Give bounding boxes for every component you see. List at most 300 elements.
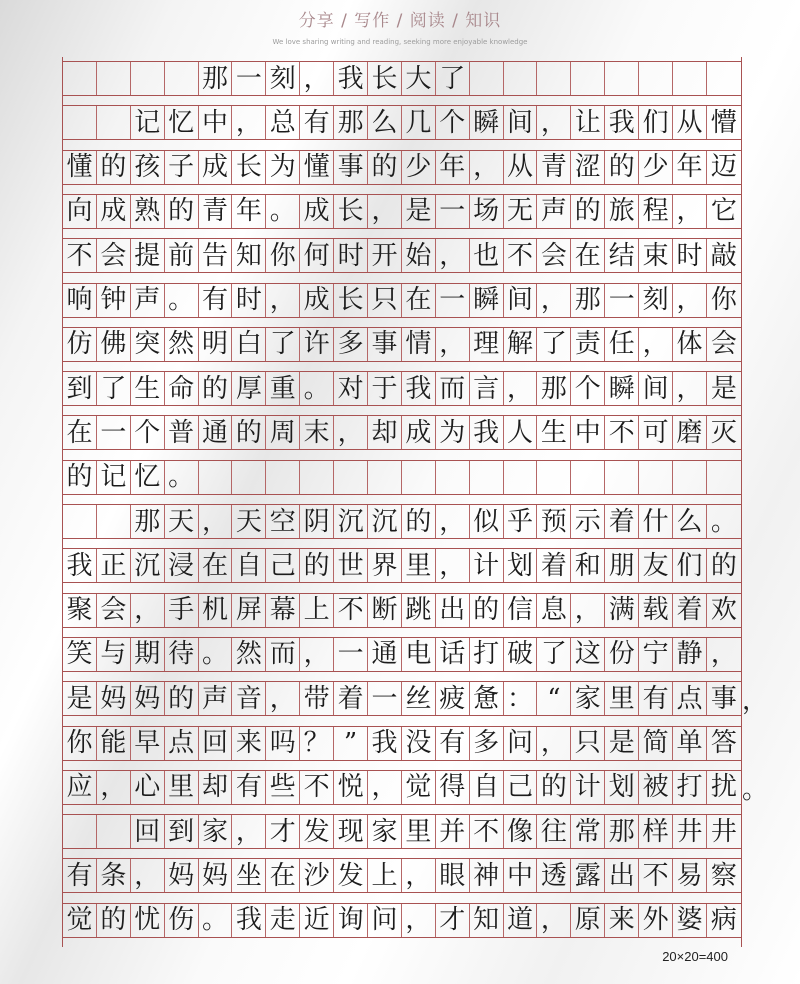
grid-cell: 跳: [402, 594, 436, 627]
grid-cell: 丝: [402, 682, 436, 715]
grid-cell: 向: [63, 195, 97, 228]
grid-cell: 年: [232, 195, 266, 228]
grid-cell: 才: [436, 904, 470, 937]
grid-cell: 透: [537, 859, 571, 892]
grid-cell: 不: [470, 815, 504, 848]
grid-cell: 能: [97, 727, 131, 760]
grid-paper: [62, 57, 769, 947]
grid-cell: 言: [470, 372, 504, 405]
grid-cell: 的: [232, 416, 266, 449]
grid-cell: 些: [266, 771, 300, 804]
grid-cell: 我: [334, 62, 368, 95]
grid-cell: 的: [63, 461, 97, 494]
grid-cell: [131, 62, 165, 95]
grid-cell: 忆: [131, 461, 165, 494]
grid-cell: 到: [165, 815, 199, 848]
grid-cell: ，: [571, 594, 605, 627]
grid-cell: [504, 461, 538, 494]
grid-cell: 惫: [470, 682, 504, 715]
grid-cell: 间: [504, 106, 538, 139]
grid-cell: [571, 62, 605, 95]
grid-cell: 妈: [97, 682, 131, 715]
grid-cell: 不: [334, 594, 368, 627]
grid-row: [63, 61, 741, 96]
grid-cell: 妈: [199, 859, 233, 892]
grid-cell: 大: [402, 62, 436, 95]
grid-cell: 而: [266, 638, 300, 671]
grid-cell: 青: [199, 195, 233, 228]
grid-cell: 现: [334, 815, 368, 848]
grid-cell: 出: [436, 594, 470, 627]
grid-cell: ，: [266, 284, 300, 317]
grid-cell: 的: [97, 151, 131, 184]
grid-cell: 来: [232, 727, 266, 760]
grid-cell: 你: [710, 285, 737, 315]
grid-cell: 无: [504, 195, 538, 228]
grid-cell: [97, 106, 131, 139]
grid-cell: [639, 461, 673, 494]
grid-cell: 家: [368, 815, 402, 848]
grid-row: [63, 548, 741, 583]
grid-cell: 着: [334, 682, 368, 715]
grid-cell: ，: [402, 859, 436, 892]
grid-cell: 结: [605, 239, 639, 272]
grid-cell: 得: [436, 771, 470, 804]
grid-cell: 告: [199, 239, 233, 272]
grid-cell: 着: [605, 505, 639, 538]
grid-cell: 回: [131, 815, 165, 848]
grid-row: [63, 726, 741, 761]
grid-cell: 悦: [334, 771, 368, 804]
grid-cell: 是: [710, 373, 737, 404]
grid-cell: 聚: [63, 594, 97, 627]
grid-cell: 婆: [673, 904, 707, 937]
grid-cell: 不: [639, 859, 673, 892]
grid-cell: [97, 815, 131, 848]
grid-row: [63, 283, 741, 318]
grid-cell: ，: [537, 106, 571, 139]
grid-cell: 不: [300, 771, 334, 804]
grid-cell: 露: [571, 859, 605, 892]
grid-cell: [673, 461, 707, 494]
grid-cell: 了: [537, 638, 571, 671]
grid-cell: 多: [470, 727, 504, 760]
grid-cell: [232, 461, 266, 494]
grid-cell: 那: [571, 284, 605, 317]
grid-cell: ？: [300, 727, 334, 760]
grid-cell: 笑: [63, 638, 97, 671]
grid-cell: ，: [673, 284, 707, 317]
grid-cell: 天: [232, 505, 266, 538]
grid-cell: 自: [232, 549, 266, 582]
grid-cell: 让: [571, 106, 605, 139]
grid-cell: 重: [266, 372, 300, 405]
grid-cell: 宁: [639, 638, 673, 671]
grid-cell: ，: [673, 372, 707, 405]
grid-cell: 屏: [232, 594, 266, 627]
grid-cell: 问: [368, 904, 402, 937]
grid-cell: 年: [436, 151, 470, 184]
grid-cell: 成: [300, 284, 334, 317]
grid-cell: 着: [673, 594, 707, 627]
grid-cell: 然: [165, 328, 199, 361]
grid-cell: 于: [368, 372, 402, 405]
grid-cell: 井: [673, 815, 707, 848]
grid-cell: 载: [639, 594, 673, 627]
header-subtitle: We love sharing writing and reading, seeking more enjoyable knowledge: [272, 38, 528, 46]
grid-cell: ，: [537, 284, 571, 317]
grid-cell: 己: [266, 549, 300, 582]
grid-cell: 事: [710, 683, 737, 714]
grid-cell: 许: [300, 328, 334, 361]
grid-cell: 条: [97, 859, 131, 892]
grid-cell: 我: [232, 904, 266, 937]
grid-cell: 会: [710, 329, 737, 360]
grid-cell: 觉: [402, 771, 436, 804]
grid-cell: 的: [199, 372, 233, 405]
grid-cell: 神: [470, 859, 504, 892]
grid-row: [63, 371, 741, 406]
grid-cell: 界: [368, 549, 402, 582]
grid-cell: ，: [368, 771, 402, 804]
grid-cell: 一: [97, 416, 131, 449]
grid-cell: 手: [165, 594, 199, 627]
grid-cell: 里: [605, 682, 639, 715]
grid-cell: 成: [199, 151, 233, 184]
grid-cell: ，: [537, 904, 571, 937]
grid-cell: 任: [605, 328, 639, 361]
grid-cell: 年: [673, 151, 707, 184]
grid-cell: 可: [639, 416, 673, 449]
grid-cell: 单: [673, 727, 707, 760]
grid-cell: [436, 461, 470, 494]
grid-cell: 有: [300, 106, 334, 139]
grid-cell: 了: [266, 328, 300, 361]
grid-cell: 瞬: [470, 284, 504, 317]
grid-cell: 打: [673, 771, 707, 804]
grid-cell: ，: [436, 505, 470, 538]
grid-cell: 间: [639, 372, 673, 405]
grid-cell: 乎: [504, 505, 538, 538]
grid-cell: 对: [334, 372, 368, 405]
grid-cell: 走: [266, 904, 300, 937]
grid-cell: 眼: [436, 859, 470, 892]
grid-cell: 迈: [710, 152, 737, 183]
grid-cell: [97, 505, 131, 538]
grid-cell: 似: [470, 505, 504, 538]
grid-cell: 的: [605, 151, 639, 184]
grid-cell: 那: [199, 62, 233, 95]
grid-cell: ，: [266, 682, 300, 715]
grid-cell: 应: [63, 771, 97, 804]
grid-cell: 你: [266, 239, 300, 272]
grid-cell: 末: [300, 416, 334, 449]
grid-cell: 我: [402, 372, 436, 405]
grid-cell: 简: [639, 727, 673, 760]
grid-cell: 有: [232, 771, 266, 804]
grid-cell: 长: [334, 284, 368, 317]
grid-cell: 成: [97, 195, 131, 228]
grid-cell: 一: [368, 682, 402, 715]
grid-count-label: 20×20=400: [662, 949, 728, 964]
grid-cell: 世: [334, 549, 368, 582]
grid-cell: 那: [605, 815, 639, 848]
grid-cell: 声: [537, 195, 571, 228]
grid-cell: 懂: [63, 151, 97, 184]
grid-cell: 瞬: [605, 372, 639, 405]
grid-cell: 厚: [232, 372, 266, 405]
grid-cell: 计: [571, 771, 605, 804]
grid-cell: 磨: [673, 416, 707, 449]
grid-cell: 原: [571, 904, 605, 937]
grid-cell: 浸: [165, 549, 199, 582]
grid-cell: [63, 106, 97, 139]
grid-cell: 会: [97, 239, 131, 272]
grid-cell: 只: [368, 284, 402, 317]
grid-cell: 一: [232, 62, 266, 95]
grid-row: [63, 327, 741, 362]
grid-cell: 的: [165, 682, 199, 715]
grid-row: [63, 415, 741, 450]
grid-cell: 我: [368, 727, 402, 760]
grid-cell: [63, 505, 97, 538]
grid-cell: 旅: [605, 195, 639, 228]
grid-cell: 待: [165, 638, 199, 671]
grid-cell: 在: [266, 859, 300, 892]
grid-cell: 家: [199, 815, 233, 848]
grid-cell: 里: [402, 549, 436, 582]
grid-cell: ，: [368, 195, 402, 228]
grid-cell: 沉: [131, 549, 165, 582]
grid-cell: 子: [165, 151, 199, 184]
grid-cell: [266, 461, 300, 494]
grid-row: [63, 903, 741, 938]
grid-cell: 钟: [97, 284, 131, 317]
grid-cell: 长: [232, 151, 266, 184]
grid-cell: 孩: [131, 151, 165, 184]
grid-cell: 沙: [300, 859, 334, 892]
grid-cell: [639, 62, 673, 95]
grid-cell: 一: [334, 638, 368, 671]
grid-cell: 妈: [165, 859, 199, 892]
grid-cell: [368, 461, 402, 494]
grid-cell: 出: [605, 859, 639, 892]
grid-cell: 。: [266, 195, 300, 228]
grid-cell: 时: [232, 284, 266, 317]
grid-cell: 样: [639, 815, 673, 848]
grid-cell: 的: [97, 904, 131, 937]
grid-cell: 熟: [131, 195, 165, 228]
grid-cell: 话: [436, 638, 470, 671]
grid-cell: ，: [402, 904, 436, 937]
grid-cell: ，: [131, 859, 165, 892]
header-title: 分享 / 写作 / 阅读 / 知识: [298, 11, 502, 31]
grid-row: [63, 238, 741, 273]
grid-cell: ，: [436, 549, 470, 582]
grid-cell: 划: [605, 771, 639, 804]
grid-cell: [334, 461, 368, 494]
grid-cell: ，: [300, 62, 334, 95]
grid-cell: 声: [199, 682, 233, 715]
grid-cell: 记: [131, 106, 165, 139]
grid-cell: [63, 815, 97, 848]
grid-cell: 何: [300, 239, 334, 272]
grid-cell: 体: [673, 328, 707, 361]
grid-cell: 少: [402, 151, 436, 184]
grid-cell: 也: [470, 239, 504, 272]
grid-cell: 在: [571, 239, 605, 272]
grid-cell: ，: [436, 239, 470, 272]
grid-cell: 朋: [605, 549, 639, 582]
grid-cell: 有: [436, 727, 470, 760]
grid-cell: [605, 62, 639, 95]
grid-cell: 幕: [266, 594, 300, 627]
grid-cell: 正: [97, 549, 131, 582]
grid-cell: 多: [334, 328, 368, 361]
grid-cell: 知: [232, 239, 266, 272]
grid-cell: ，: [131, 594, 165, 627]
grid-cell: [605, 461, 639, 494]
grid-cell: 间: [504, 284, 538, 317]
grid-cell: 瞬: [470, 106, 504, 139]
grid-cell: 一: [436, 195, 470, 228]
grid-cell: 个: [131, 416, 165, 449]
grid-cell: 却: [368, 416, 402, 449]
grid-cell: 了: [97, 372, 131, 405]
grid-cell: ，: [199, 505, 233, 538]
grid-cell: 长: [368, 62, 402, 95]
grid-cell: 突: [131, 328, 165, 361]
grid-cell: 上: [300, 594, 334, 627]
margin-punctuation: ，: [742, 686, 769, 717]
grid-cell: 满: [605, 594, 639, 627]
grid-cell: 沉: [368, 505, 402, 538]
grid-cell: 几: [402, 106, 436, 139]
grid-cell: 在: [63, 416, 97, 449]
grid-cell: 前: [165, 239, 199, 272]
grid-cell: 不: [504, 239, 538, 272]
grid-cell: 问: [504, 727, 538, 760]
grid-cell: ，: [639, 328, 673, 361]
grid-cell: 觉: [63, 904, 97, 937]
grid-cell: ，: [470, 151, 504, 184]
grid-cell: 病: [710, 905, 737, 936]
grid-cell: 刻: [266, 62, 300, 95]
grid-cell: 信: [504, 594, 538, 627]
grid-cell: 电: [402, 638, 436, 671]
grid-cell: 到: [63, 372, 97, 405]
grid-cell: 人: [504, 416, 538, 449]
grid-cell: 的: [165, 195, 199, 228]
grid-cell: 涩: [571, 151, 605, 184]
grid-cell: 忆: [165, 106, 199, 139]
grid-cell: [165, 62, 199, 95]
grid-cell: 中: [571, 416, 605, 449]
grid-cell: [537, 461, 571, 494]
grid-cell: 有: [63, 859, 97, 892]
grid-cell: 它: [710, 196, 737, 227]
grid-cell: 期: [131, 638, 165, 671]
grid-cell: 个: [436, 106, 470, 139]
grid-cell: 却: [199, 771, 233, 804]
grid-cell: ，: [504, 372, 538, 405]
grid-cell: 划: [504, 549, 538, 582]
grid-cell: 个: [571, 372, 605, 405]
grid-row: [63, 681, 741, 716]
grid-cell: 自: [470, 771, 504, 804]
grid-cell: 开: [368, 239, 402, 272]
grid-cell: 疲: [436, 682, 470, 715]
grid-cell: 音: [232, 682, 266, 715]
grid-cell: 回: [199, 727, 233, 760]
grid-cell: 发: [334, 859, 368, 892]
grid-cell: 们: [639, 106, 673, 139]
grid-cell: 近: [300, 904, 334, 937]
grid-cell: 成: [300, 195, 334, 228]
grid-cell: 点: [673, 682, 707, 715]
grid-cell: 天: [165, 505, 199, 538]
grid-cell: 刻: [639, 284, 673, 317]
grid-cell: 通: [199, 416, 233, 449]
grid-cell: 么: [673, 505, 707, 538]
grid-cell: 在: [402, 284, 436, 317]
grid-cell: 灭: [710, 417, 737, 448]
grid-cell: 长: [334, 195, 368, 228]
grid-cell: 的: [300, 549, 334, 582]
grid-cell: 了: [537, 328, 571, 361]
grid-cell: 的: [368, 151, 402, 184]
grid-cell: 在: [199, 549, 233, 582]
grid-cell: 而: [436, 372, 470, 405]
grid-cell: 这: [571, 638, 605, 671]
grid-cell: 束: [639, 239, 673, 272]
grid-cell: 那: [334, 106, 368, 139]
grid-cell: 会: [537, 239, 571, 272]
grid-cell: 会: [97, 594, 131, 627]
grid-cell: ，: [436, 328, 470, 361]
grid-cell: 并: [436, 815, 470, 848]
grid-cell: 我: [63, 549, 97, 582]
grid-cell: 息: [537, 594, 571, 627]
grid-cell: ，: [232, 106, 266, 139]
grid-cell: 了: [436, 62, 470, 95]
grid-cell: 计: [470, 549, 504, 582]
grid-cell: ，: [710, 639, 737, 670]
grid-cell: [470, 461, 504, 494]
grid-cell: 带: [300, 682, 334, 715]
grid-cell: 像: [504, 815, 538, 848]
grid-cell: 们: [673, 549, 707, 582]
grid-cell: 佛: [97, 328, 131, 361]
grid-cell: 被: [639, 771, 673, 804]
grid-row: [63, 858, 741, 893]
grid-cell: 空: [266, 505, 300, 538]
grid-cell: 答: [710, 728, 737, 758]
grid-cell: 那: [131, 505, 165, 538]
grid-cell: 井: [710, 816, 737, 847]
grid-cell: 生: [131, 372, 165, 405]
grid-cell: 上: [368, 859, 402, 892]
grid-cell: 情: [402, 328, 436, 361]
grid-cell: 询: [334, 904, 368, 937]
grid-cell: 事: [334, 151, 368, 184]
grid-cell: 是: [605, 727, 639, 760]
grid-cell: 的: [537, 771, 571, 804]
grid-cell: 通: [368, 638, 402, 671]
grid-cell: [673, 62, 707, 95]
grid-cell: [707, 461, 741, 494]
grid-cell: 易: [673, 859, 707, 892]
